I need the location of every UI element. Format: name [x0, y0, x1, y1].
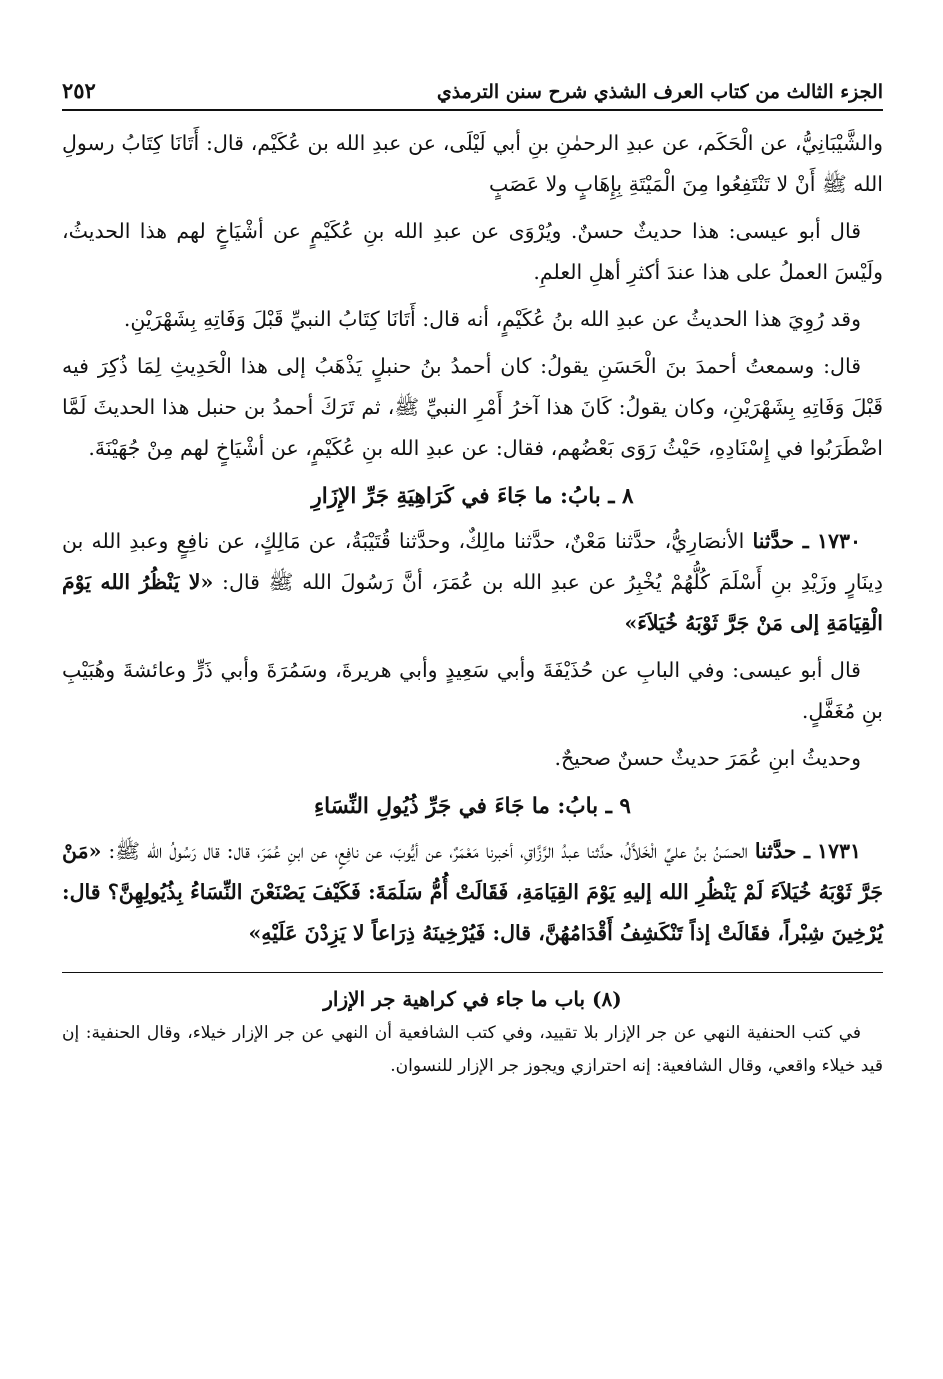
footnote-title: (٨) باب ما جاء في كراهية جر الإزار — [323, 987, 622, 1011]
hadith-isnad: الحسَنُ بنُ عليِّ الْخَلاَّلُ، حدَّثنا عبدُ الرَّزَّاقِ، أخبرنا مَعْمَرٌ، عن أيُّوبَ، عن نافِعٍ، عن ابنِ عُمَرَ، قال: قال رَسُولُ الله ﷺ: — [101, 839, 755, 863]
running-header — [62, 78, 883, 111]
chapter-heading-9: ٩ ـ بابُ: ما جَاءَ في جَرِّ ذُيُولِ النِّسَاءِ — [314, 794, 631, 819]
hadith-matn: «لا يَنْظُرُ الله يَوْمَ الْقِيَامَةِ إلى مَنْ جَرَّ ثَوْبَهُ خُيَلاَءَ» — [62, 570, 883, 635]
main-text — [62, 123, 883, 954]
hadith-1730 — [62, 521, 883, 644]
hadith-label: ـ حدَّثنا — [752, 529, 809, 553]
hadith-isnad: الأنصَارِيُّ، حدَّثنا مَعْنٌ، حدَّثنا مالِكٌ، وحدَّثنا قُتَيْبَةُ، عن مَالِكٍ، عن نافِعٍ وعبدِ الله بن دِينَارٍ وزَيْدِ بنِ أَسْلَمَ كُلُّهُمْ يُخْبِرُ عن عبدِ الله بن عُمَرَ، أنَّ رَسُولَ الله ﷺ قال: — [62, 529, 883, 594]
hadith-matn: «مَنْ جَرَّ ثَوْبَهُ خُيَلاَءَ لَمْ يَنْظُرِ الله إليهِ يَوْمَ القِيَامَةِ، فَقَالَتْ أُمُّ سَلَمَةَ: فَكَيْفَ يَصْنَعْنَ النِّسَاءُ بِذُيُولِهِنَّ؟ قال: يُرْخِينَ شِبْراً، فقَالَتْ إذاً تَنْكَشِفُ أَقْدَامُهُنَّ، قال: فَيُرْخِينَهُ ذِرَاعاً لا يَزِدْنَ عَلَيْهِ» — [62, 839, 883, 945]
footnote-divider — [62, 972, 883, 973]
hadith-number: ١٧٣١ — [816, 839, 861, 863]
paragraph: وحديثُ ابنِ عُمَرَ حديثٌ حسنٌ صحيحٌ. — [554, 746, 861, 770]
page-number: ٢٥٢ — [62, 78, 96, 103]
paragraph: قال أبو عيسى: وفي البابِ عن حُذَيْفَةَ وأبي سَعِيدٍ وأبي هريرةَ، وسَمُرَةَ وأبي ذَرٍّ وعائشةَ وهُبَيْبِ بنِ مُغَفَّلٍ. — [62, 658, 883, 723]
footnote-text: في كتب الحنفية النهي عن جر الإزار بلا تقييد، وفي كتب الشافعية أن النهي عن جر الإزار خيلاء، وقال الحنفية: إن قيد خيلاء واقعي، وقال الشافعية: إنه احترازي ويجوز جر الإزار للنسوان. — [62, 1023, 883, 1076]
paragraph: قال أبو عيسى: هذا حديثٌ حسنٌ. ويُرْوَى عن عبدِ الله بنِ عُكَيْمٍ عن أشْيَاخٍ لهم هذا الحديثُ، ولَيْسَ العملُ على هذا عندَ أكثرِ أهلِ العلمِ. — [62, 219, 883, 284]
paragraph: والشَّيْبَانِيُّ، عن الْحَكَم، عن عبدِ الرحمٰنِ بنِ أبي لَيْلَى، عن عبدِ الله بن عُكَيْم، قال: أَتَانَا كِتَابُ رسولِ الله ﷺ أَنْ لا تَنْتَفِعُوا مِنَ الْمَيْتَةِ بِإِهَابٍ ولا عَصَبٍ — [62, 131, 883, 196]
hadith-label: ـ حدَّثنا — [754, 839, 810, 863]
paragraph: قال: وسمعتُ أحمدَ بنَ الْحَسَنِ يقولُ: كان أحمدُ بنُ حنبلٍ يَذْهَبُ إلى هذا الْحَدِيثِ لِمَا ذُكِرَ فيه قَبْلَ وَفَاتِهِ بِشَهْرَيْنِ، وكان يقولُ: كَانَ هذا آخرُ أَمْرِ النبيِّ ﷺ، ثم تَرَكَ أحمدُ بن حنبل هذا الحديثَ لَمَّا اضْطَرَبُوا في إِسْنَادِهِ، حَيْثُ رَوَى بَعْضُهم، فقال: عن عبدِ الله بنِ عُكَيْمٍ، عن أشْيَاخٍ لهم مِنْ جُهَيْنَةَ. — [62, 354, 883, 460]
book-page — [62, 78, 883, 1359]
paragraph: وقد رُوِيَ هذا الحديثُ عن عبدِ الله بنُ عُكَيْمٍ، أنه قال: أَتَانَا كِتَابُ النبيِّ قَبْلَ وَفَاتِهِ بِشَهْرَيْنِ. — [123, 307, 861, 331]
chapter-heading-8: ٨ ـ بابُ: ما جَاءَ في كَرَاهِيَةِ جَرِّ الإِزَارِ — [311, 484, 634, 509]
hadith-1731 — [62, 831, 883, 954]
running-title: الجزء الثالث من كتاب العرف الشذي شرح سنن الترمذي — [436, 81, 883, 103]
hadith-number: ١٧٣٠ — [816, 529, 861, 553]
